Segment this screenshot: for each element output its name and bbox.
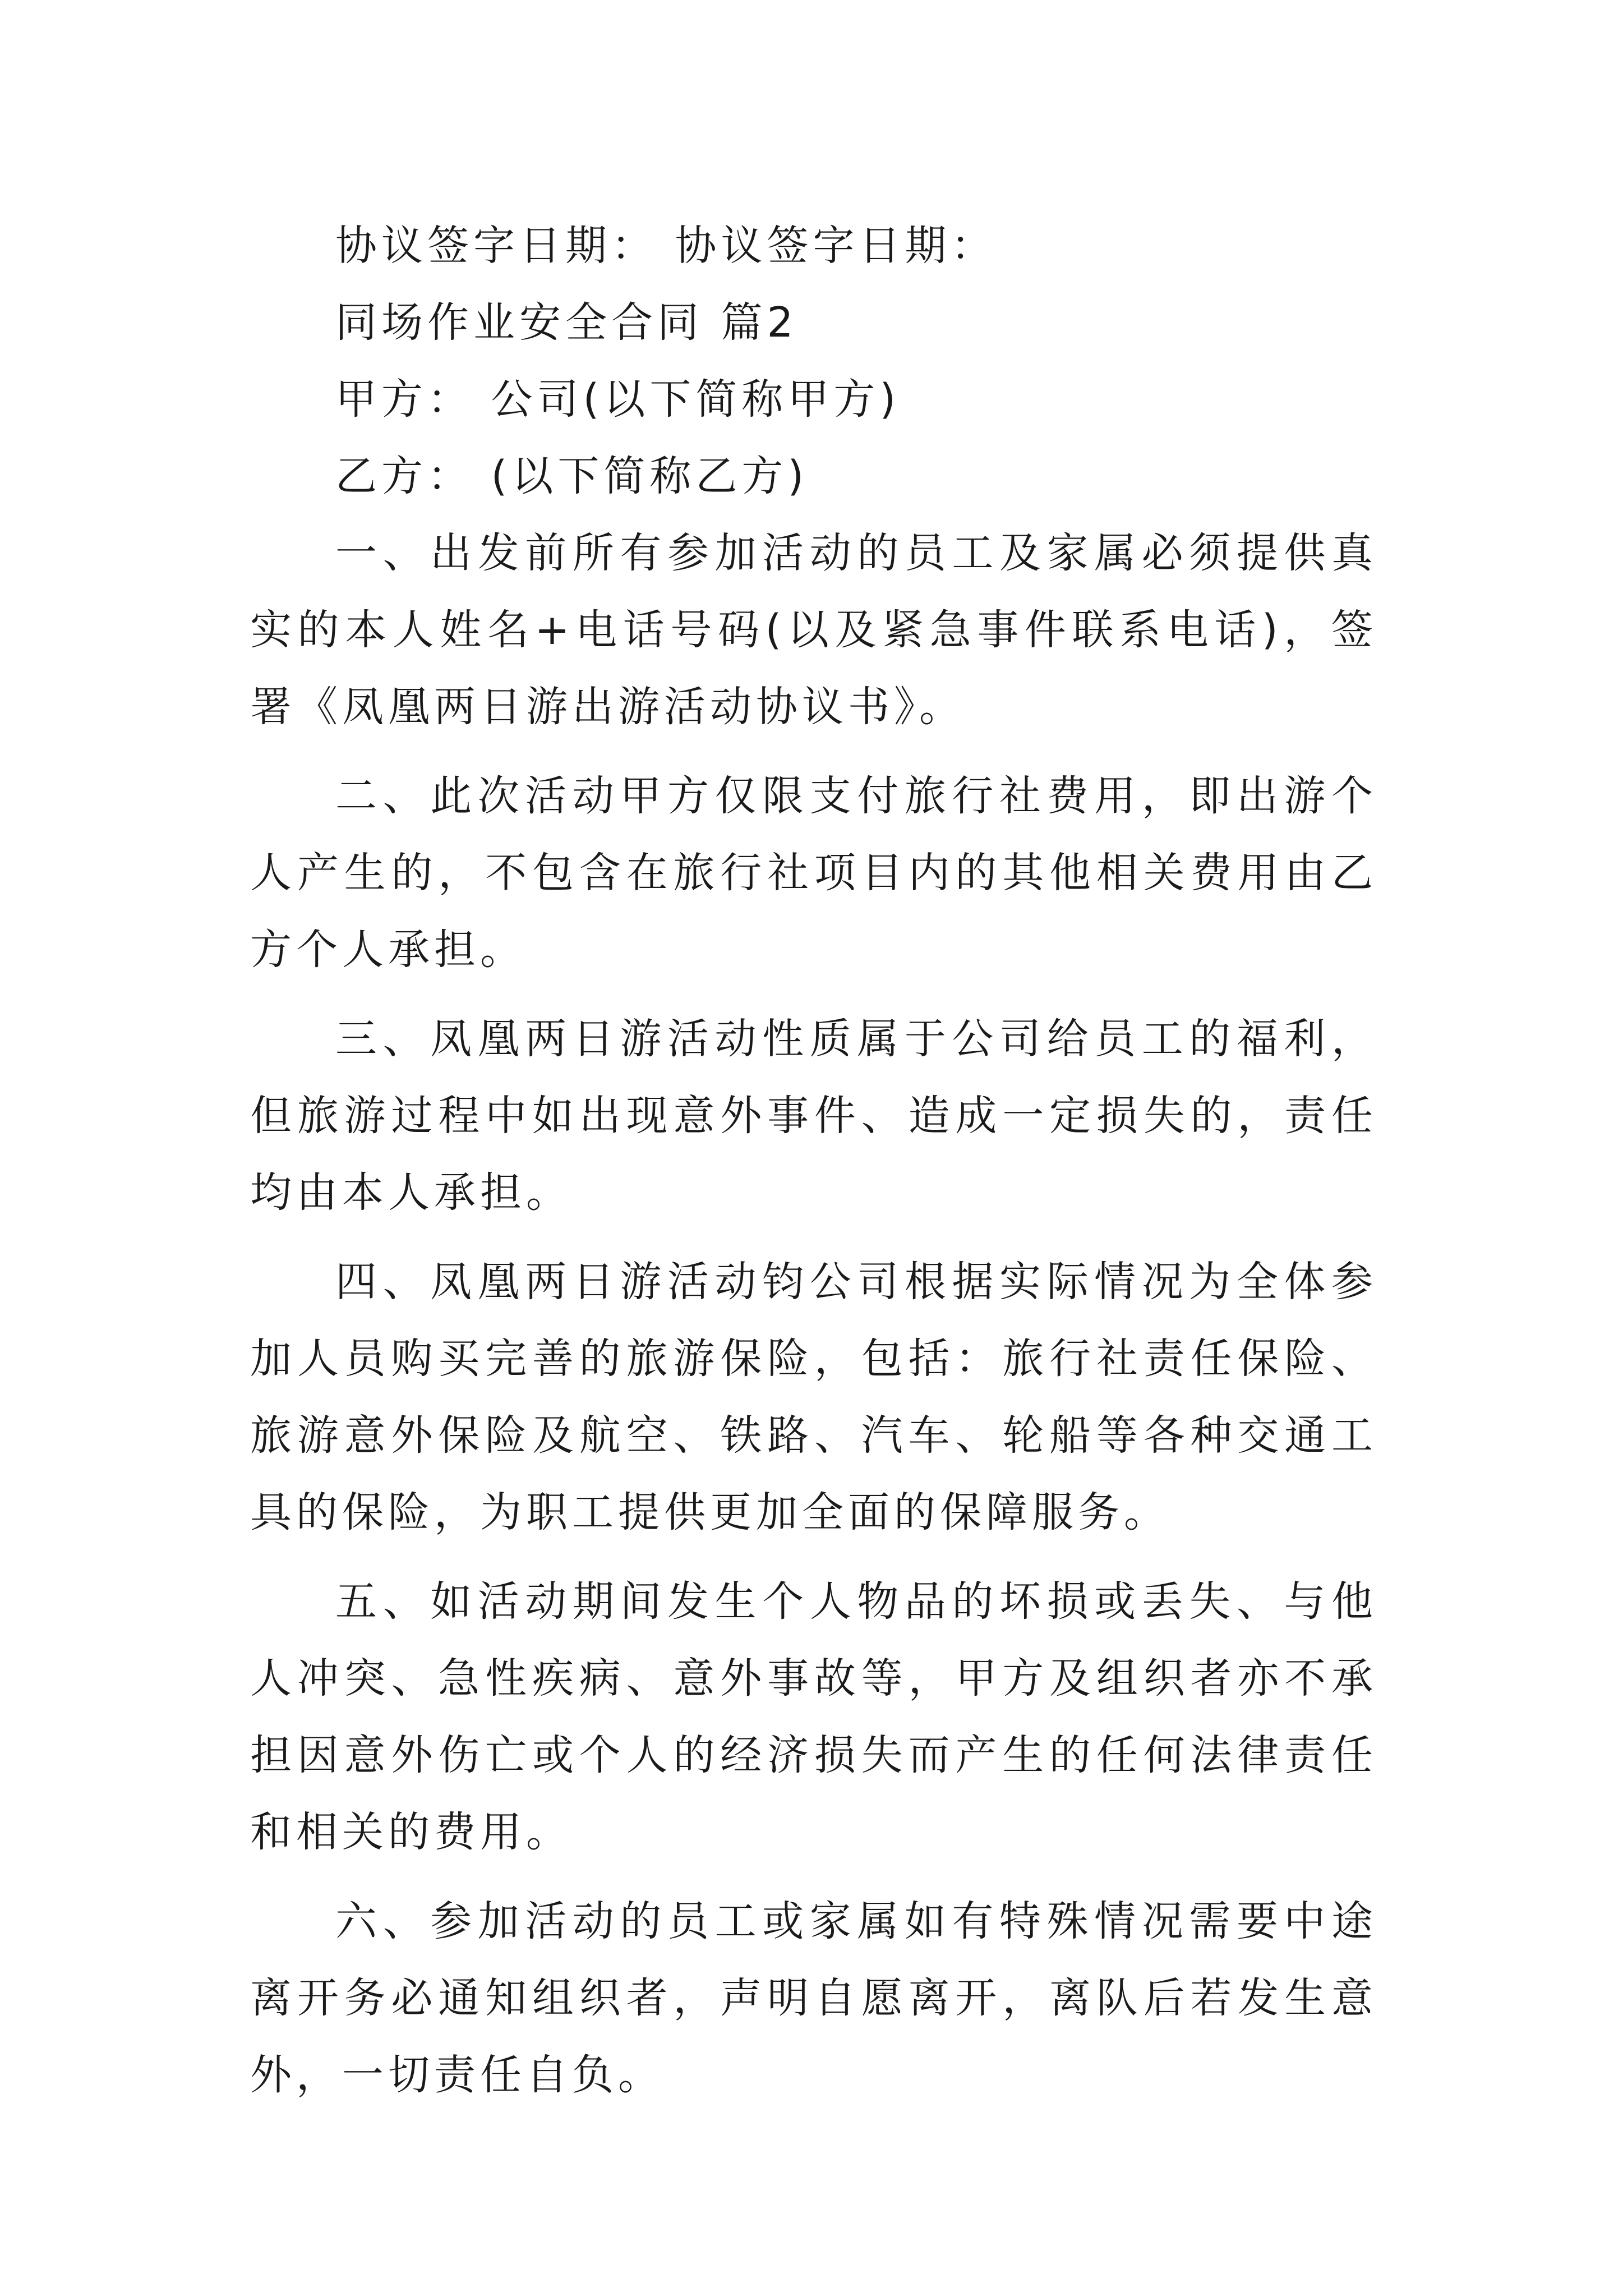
clause-2: 二、此次活动甲方仅限支付旅行社费用，即出游个人产生的，不包含在旅行社项目内的其他相关费用由乙方个人承担。 (250, 772, 1377, 974)
clause-5: 五、如活动期间发生个人物品的坏损或丢失、与他人冲突、急性疾病、意外事故等，甲方及组织者亦不承担因意外伤亡或个人的经济损失而产生的任何法律责任和相关的费用。 (250, 1577, 1377, 1856)
signature-date-line: 协议签字日期： 协议签字日期： (335, 222, 997, 270)
contract-title: 同场作业安全合同 篇2 (335, 298, 798, 347)
document-body (250, 208, 1377, 2126)
party-a-line: 甲方： 公司(以下简称甲方) (335, 375, 901, 424)
clause-4: 四、凤凰两日游活动钧公司根据实际情况为全体参加人员购买完善的旅游保险，包括：旅行社责任保险、旅游意外保险及航空、铁路、汽车、轮船等各种交通工具的保险，为职工提供更加全面的保障服务。 (250, 1258, 1377, 1536)
party-b-line: 乙方： (以下简称乙方) (335, 452, 809, 500)
clause-1: 一、出发前所有参加活动的员工及家属必须提供真实的本人姓名+电话号码(以及紧急事件联系电话)，签署《凤凰两日游出游活动协议书》。 (250, 529, 1377, 731)
clause-3: 三、凤凰两日游活动性质属于公司给员工的福利，但旅游过程中如出现意外事件、造成一定损失的，责任均由本人承担。 (250, 1015, 1377, 1217)
clause-6: 六、参加活动的员工或家属如有特殊情况需要中途离开务必通知组织者，声明自愿离开，离队后若发生意外，一切责任自负。 (250, 1897, 1377, 2099)
